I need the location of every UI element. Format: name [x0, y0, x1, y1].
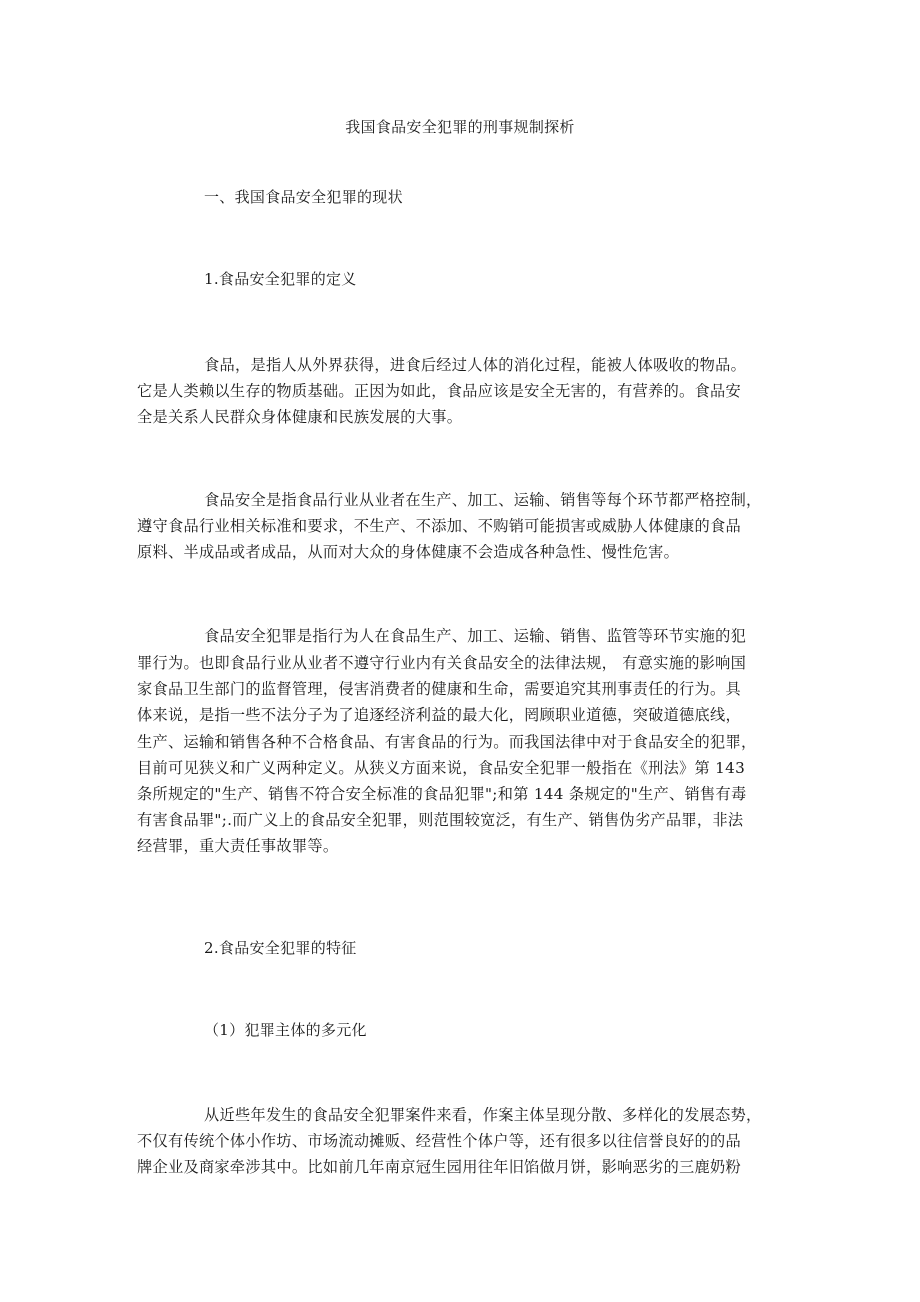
paragraph-line: 条所规定的"生产、销售不符合安全标准的食品犯罪";和第 144 条规定的"生产、销售有毒: [137, 785, 747, 803]
paragraph-line: 它是人类赖以生存的物质基础。正因为如此，食品应该是安全无害的，有营养的。食品安: [137, 382, 742, 400]
paragraph-line: 有害食品罪";.而广义上的食品安全犯罪，则范围较宽泛，有生产、销售伪劣产品罪，非法: [137, 811, 744, 829]
paragraph-line: 遵守食品行业相关标准和要求，不生产、不添加、不购销可能损害或威胁人体健康的食品: [137, 517, 742, 535]
document-title: 我国食品安全犯罪的刑事规制探析: [345, 118, 575, 136]
paragraph-line: 家食品卫生部门的监督管理，侵害消费者的健康和生命，需要追究其刑事责任的行为。具: [137, 680, 742, 698]
paragraph-line: 目前可见狭义和广义两种定义。从狭义方面来说，食品安全犯罪一般指在《刑法》第 143: [137, 759, 746, 777]
subsection-heading-2: 2.食品安全犯罪的特征: [204, 939, 357, 957]
paragraph-line: 牌企业及商家牵涉其中。比如前几年南京冠生园用往年旧馅做月饼，影响恶劣的三鹿奶粉: [137, 1158, 742, 1176]
subsection-heading-1: 1.食品安全犯罪的定义: [204, 270, 357, 288]
paragraph-line: 体来说，是指一些不法分子为了追逐经济利益的最大化，罔顾职业道德，突破道德底线，: [137, 706, 742, 724]
paragraph-line: 从近些年发生的食品安全犯罪案件来看，作案主体呈现分散、多样化的发展态势，: [204, 1106, 762, 1124]
paragraph-line: 原料、半成品或者成品，从而对大众的身体健康不会造成各种急性、慢性危害。: [137, 543, 680, 561]
paragraph-line: 食品安全是指食品行业从业者在生产、加工、运输、销售等每个环节都严格控制，: [204, 491, 762, 509]
paragraph-line: 罪行为。也即食品行业从业者不遵守行业内有关食品安全的法律法规， 有意实施的影响国: [137, 654, 747, 672]
paragraph-line: 经营罪，重大责任事故罪等。: [137, 837, 339, 855]
section-heading-1: 一、我国食品安全犯罪的现状: [204, 188, 403, 206]
paragraph-line: 食品安全犯罪是指行为人在食品生产、加工、运输、销售、监管等环节实施的犯: [204, 627, 747, 645]
paragraph-line: 不仅有传统个体小作坊、市场流动摊贩、经营性个体户等，还有很多以往信誉良好的的品: [137, 1132, 742, 1150]
subsubsection-heading-1: （1）犯罪主体的多元化: [204, 1021, 367, 1039]
paragraph-line: 食品，是指人从外界获得，进食后经过人体的消化过程，能被人体吸收的物品。: [204, 356, 747, 374]
paragraph-line: 生产、运输和销售各种不合格食品、有害食品的行为。而我国法律中对于食品安全的犯罪，: [137, 733, 757, 751]
paragraph-line: 全是关系人民群众身体健康和民族发展的大事。: [137, 408, 463, 426]
